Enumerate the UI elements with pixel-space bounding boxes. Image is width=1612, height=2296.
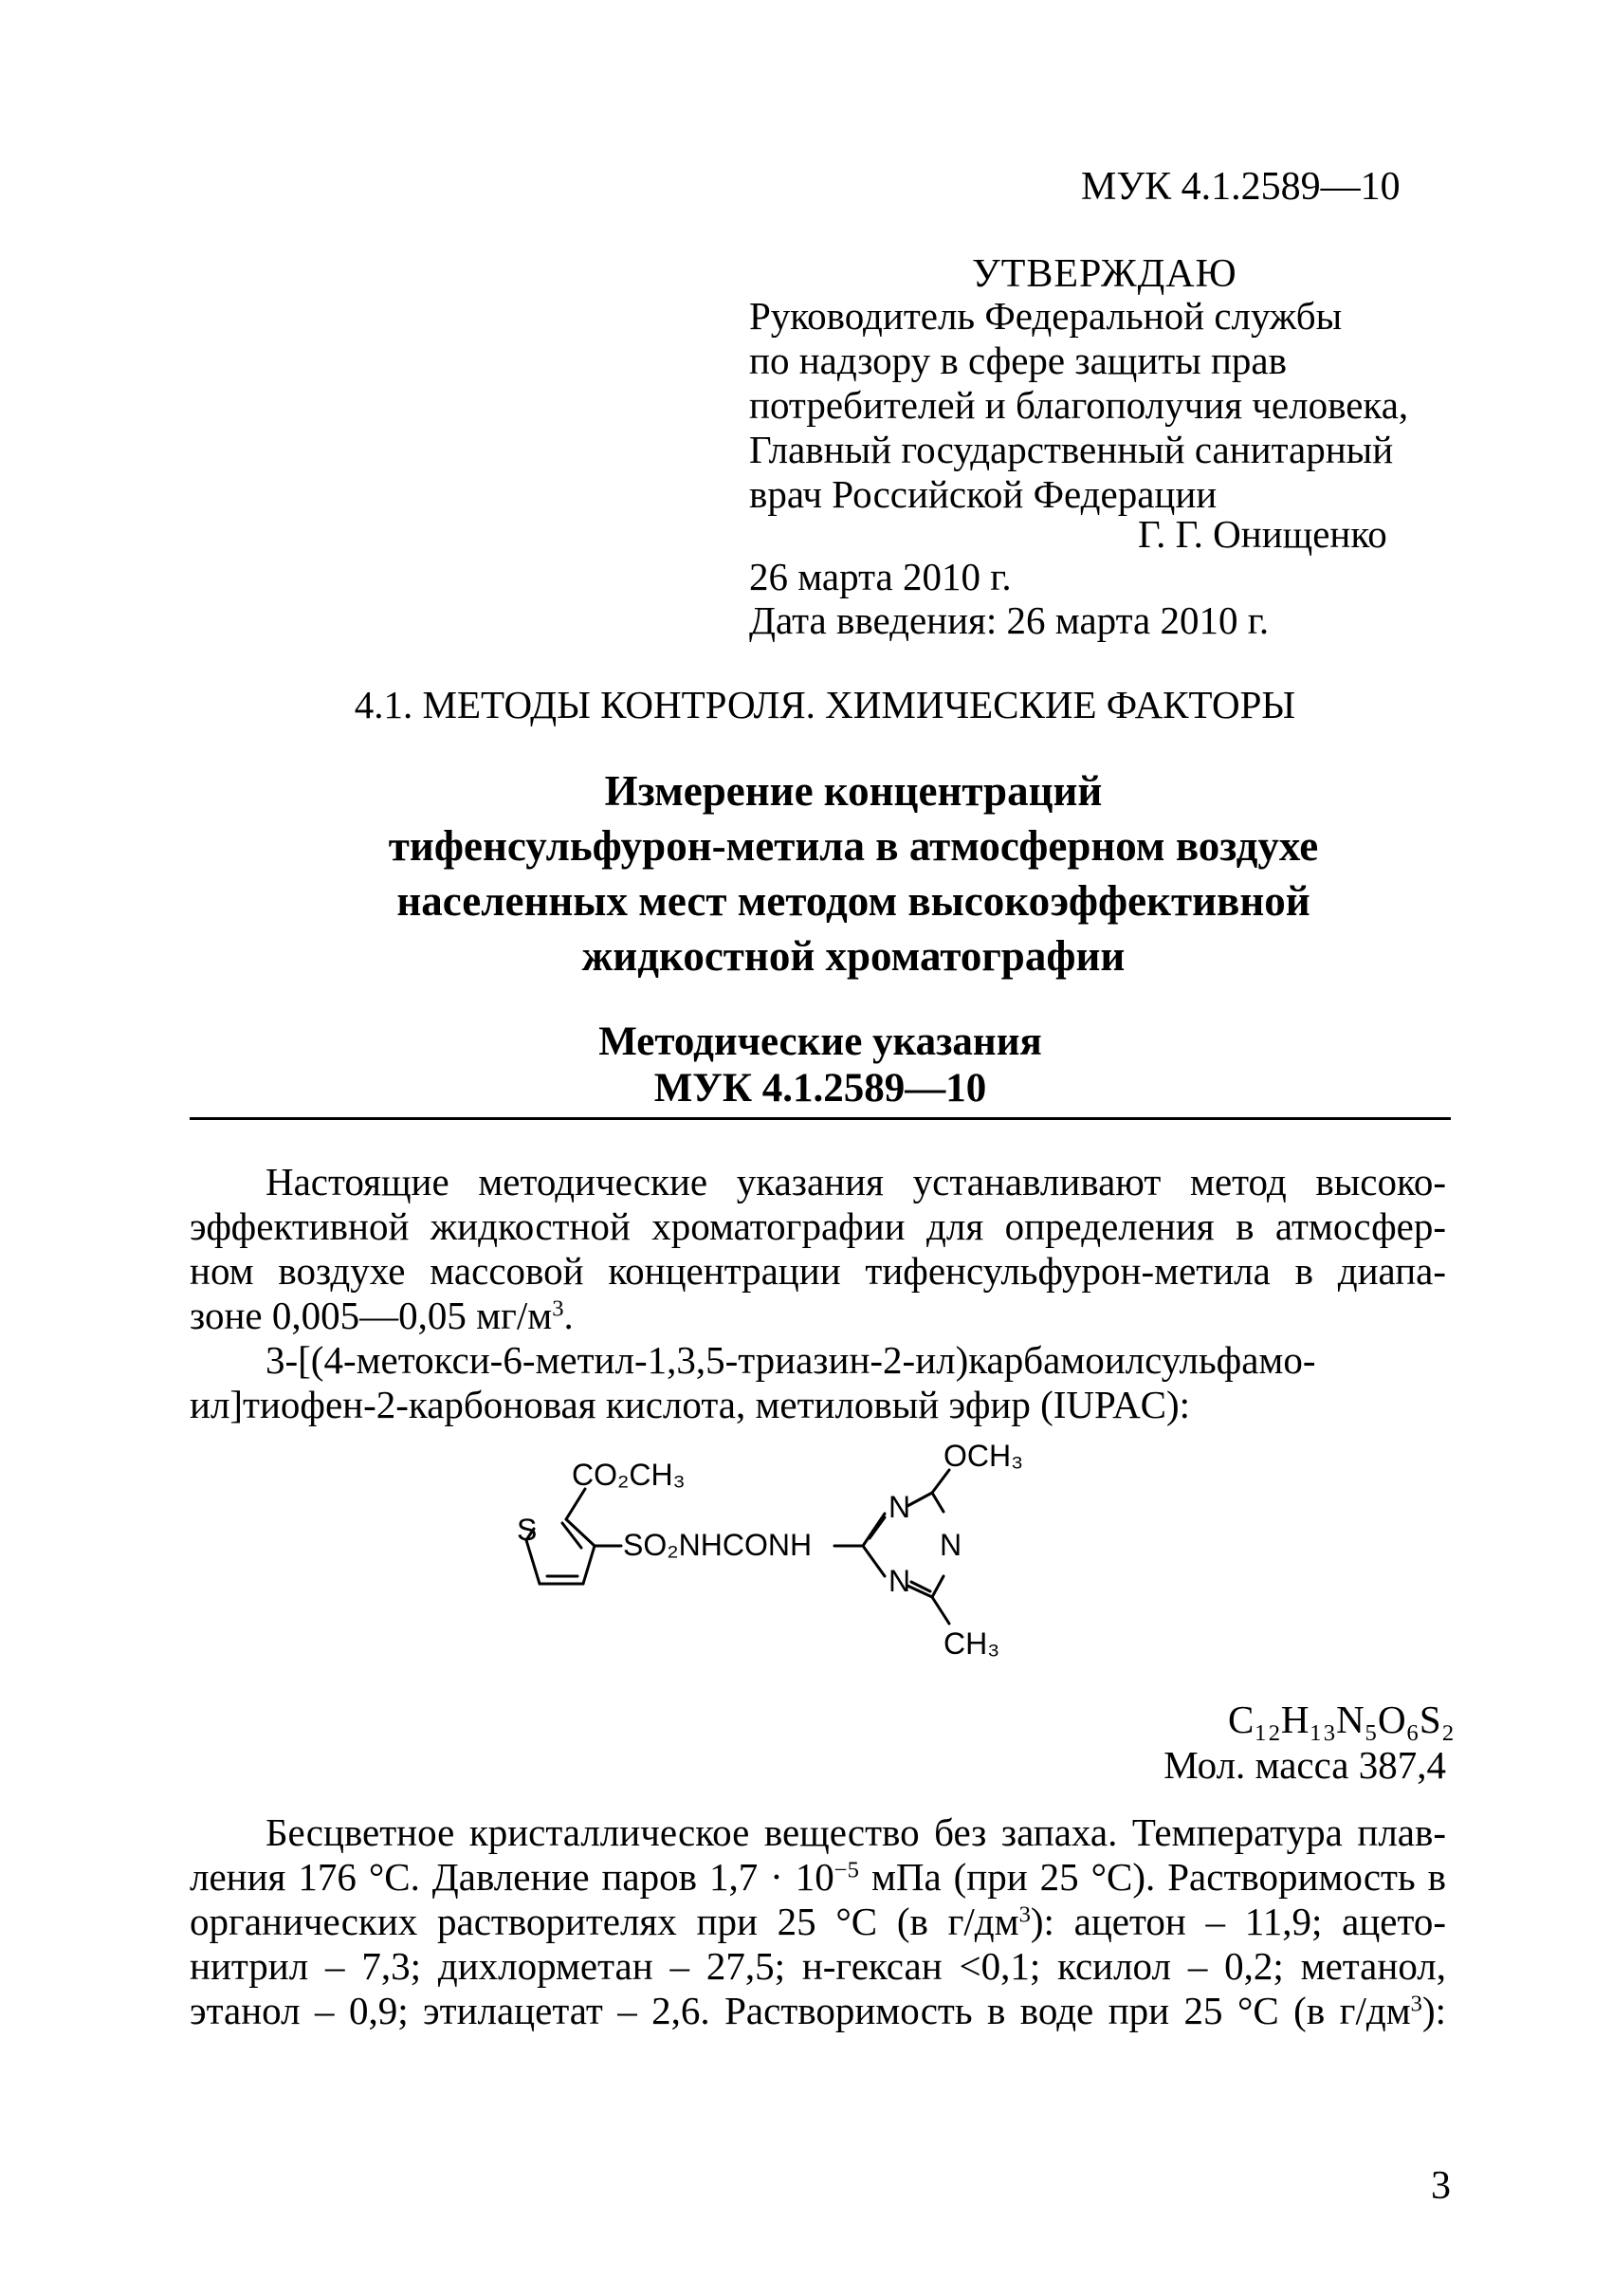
paragraph-line: эффективной жидкостной хроматографии для определения в атмосфер- bbox=[190, 1204, 1446, 1248]
approval-line: Руководитель Федеральной службы bbox=[749, 294, 1343, 338]
approval-line: Главный государственный санитарный bbox=[749, 428, 1394, 471]
title-line: Измерение концентраций bbox=[604, 767, 1103, 815]
paragraph-text: зоне 0,005—0,05 мг/м bbox=[190, 1294, 553, 1337]
paragraph-text: этанол – 0,9; этилацетат – 2,6. Растворимость в воде при 25 °С (в г/дм bbox=[190, 1989, 1411, 2032]
title-line: тифенсульфурон-метила в атмосферном воздухе bbox=[388, 822, 1319, 870]
approval-line: по надзору в сфере защиты прав bbox=[749, 339, 1287, 382]
paragraph-line: нитрил – 7,3; дихлорметан – 27,5; н-гексан <0,1; ксилол – 0,2; метанол, bbox=[190, 1944, 1446, 1988]
paragraph-line: Настоящие методические указания устанавливают метод высоко- bbox=[266, 1160, 1446, 1203]
sulfur-atom-label: S bbox=[517, 1513, 538, 1547]
superscript: 3 bbox=[1410, 1991, 1422, 2017]
paragraph-text: . bbox=[563, 1294, 574, 1337]
ester-group-label: CO₂CH₃ bbox=[572, 1458, 686, 1492]
triazine-nitrogen-right: N bbox=[940, 1528, 962, 1562]
approval-block bbox=[749, 294, 1451, 517]
paragraph-text: ): bbox=[1421, 1989, 1446, 2032]
horizontal-rule bbox=[190, 1117, 1451, 1120]
document-code-header: МУК 4.1.2589—10 bbox=[1081, 165, 1401, 209]
approval-signer: Г. Г. Онищенко bbox=[1138, 512, 1387, 556]
paragraph-line: 3-[(4-метокси-6-метил-1,3,5-триазин-2-ил)карбамоилсульфамо- bbox=[266, 1338, 1316, 1382]
paragraph-line bbox=[190, 1989, 1446, 2033]
chemical-structure-diagram bbox=[498, 1434, 1162, 1690]
paragraph-text: мПа (при 25 °С). Растворимость в bbox=[858, 1855, 1446, 1899]
paragraph-line bbox=[190, 1294, 1446, 1338]
paragraph-line: Бесцветное кристаллическое вещество без запаха. Температура плав- bbox=[266, 1810, 1446, 1854]
paragraph-text: ): ацетон – 11,9; ацето- bbox=[1030, 1900, 1446, 1943]
intro-paragraph bbox=[190, 1160, 1446, 1338]
section-title: 4.1. МЕТОДЫ КОНТРОЛЯ. ХИМИЧЕСКИЕ ФАКТОРЫ bbox=[354, 683, 1296, 726]
methyl-group-label: CH₃ bbox=[943, 1626, 1000, 1661]
approval-heading: УТВЕРЖДАЮ bbox=[972, 252, 1237, 296]
page-number: 3 bbox=[1431, 2164, 1451, 2208]
title-line: жидкостной хроматографии bbox=[581, 932, 1126, 980]
paragraph-text: органических растворителях при 25 °С (в г/дм bbox=[190, 1900, 1019, 1943]
triazine-nitrogen-top: N bbox=[888, 1490, 911, 1524]
superscript: 3 bbox=[552, 1295, 564, 1322]
molecular-mass: Мол. масса 387,4 bbox=[1163, 1743, 1446, 1787]
document-type: Методические указания bbox=[598, 1019, 1042, 1064]
title-line: населенных мест методом высокоэффективной bbox=[396, 877, 1310, 925]
formula-text: C₁₂H₁₃N₅O₆S₂ bbox=[1228, 1698, 1456, 1741]
paragraph-line bbox=[190, 1855, 1446, 1900]
approval-line: врач Российской Федерации bbox=[749, 472, 1218, 516]
document-number: МУК 4.1.2589—10 bbox=[653, 1066, 987, 1111]
approval-line: потребителей и благополучия человека, bbox=[749, 383, 1409, 427]
paragraph-line: ил]тиофен-2-карбоновая кислота, метиловый эфир (IUPAC): bbox=[190, 1383, 1191, 1426]
approval-date: 26 марта 2010 г. bbox=[749, 555, 1012, 598]
paragraph-text: ления 176 °С. Давление паров 1,7 · 10 bbox=[190, 1855, 834, 1899]
paragraph-line bbox=[190, 1900, 1446, 1944]
triazine-nitrogen-bottom: N bbox=[888, 1564, 911, 1598]
sulfonylurea-linker-label: SO₂NHCONH bbox=[623, 1528, 813, 1562]
superscript: 3 bbox=[1018, 1901, 1031, 1928]
document-title bbox=[190, 763, 1517, 983]
superscript: −5 bbox=[833, 1857, 859, 1883]
methoxy-group-label: OCH₃ bbox=[943, 1439, 1024, 1473]
paragraph-line: ном воздухе массовой концентрации тифенсульфурон-метила в диапа- bbox=[190, 1249, 1446, 1293]
molecular-formula bbox=[1228, 1698, 1456, 1741]
introduction-date: Дата введения: 26 марта 2010 г. bbox=[749, 598, 1270, 642]
iupac-name-paragraph bbox=[190, 1338, 1446, 1427]
properties-paragraph bbox=[190, 1810, 1446, 2033]
